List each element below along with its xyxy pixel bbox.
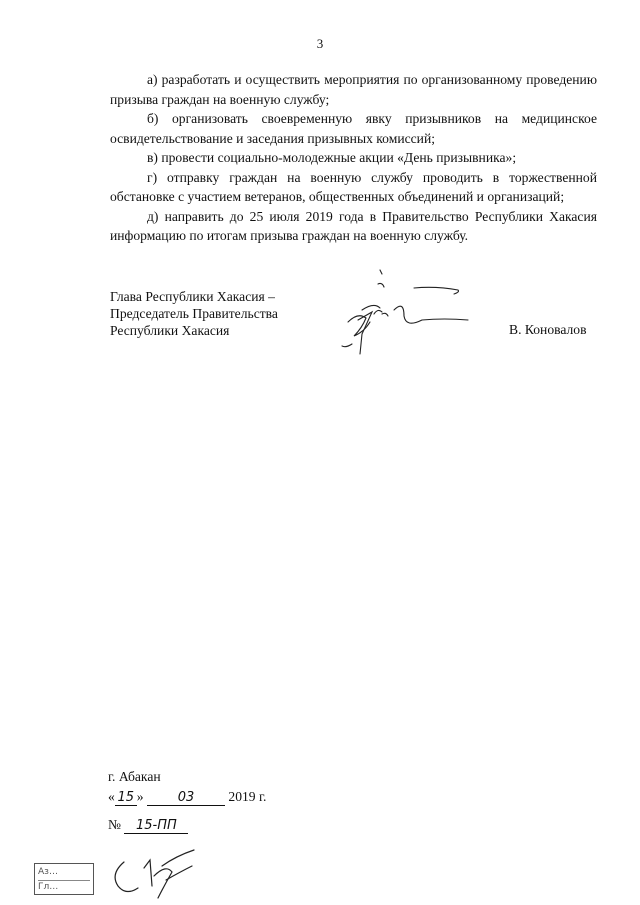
handwritten-signature: [318, 262, 478, 362]
document-number: [108, 816, 266, 834]
initials-signature: [106, 846, 206, 902]
quote-close: »: [136, 789, 144, 804]
paragraph-d: г) отправку граждан на военную службу проводить в торжественной обстановке с участием ветеранов, общественных объединений и организаций;: [110, 169, 597, 204]
city: г. Абакан: [108, 769, 161, 784]
quote-open: «: [108, 789, 115, 804]
date-month: 03: [147, 791, 225, 806]
page-number: 3: [316, 36, 324, 51]
signatory-title-line: Республики Хакасия: [110, 323, 230, 338]
date-year: 2019 г.: [228, 789, 267, 804]
number-value: 15-ПП: [124, 819, 188, 834]
paragraph-c: в) провести социально-молодежные акции «День призывника»;: [147, 150, 517, 165]
paragraph-b: б) организовать своевременную явку призывников на медицинское освидетельствование и заседания призывных комиссий;: [110, 111, 597, 146]
paragraph-a: а) разработать и осуществить мероприятия по организованному проведению призыва граждан на военную службу;: [110, 72, 597, 107]
paragraph-e: д) направить до 25 июля 2019 года в Правительство Республики Хакасия информацию по итогам призыва граждан на военную службу.: [110, 208, 597, 243]
signatory-title: [110, 288, 278, 339]
stamp-line: Аз…: [38, 867, 58, 877]
document-date: [108, 788, 266, 806]
signatory-title-line: Председатель Правительства: [110, 306, 278, 321]
document-body: [110, 70, 597, 246]
signer-name: В. Коновалов: [509, 322, 587, 337]
date-day: 15: [115, 791, 137, 806]
approval-stamp: [34, 863, 94, 895]
number-label: №: [108, 817, 121, 832]
document-footer: [108, 768, 266, 834]
stamp-line: Гл…: [38, 880, 90, 894]
signatory-title-line: Глава Республики Хакасия –: [110, 289, 275, 304]
